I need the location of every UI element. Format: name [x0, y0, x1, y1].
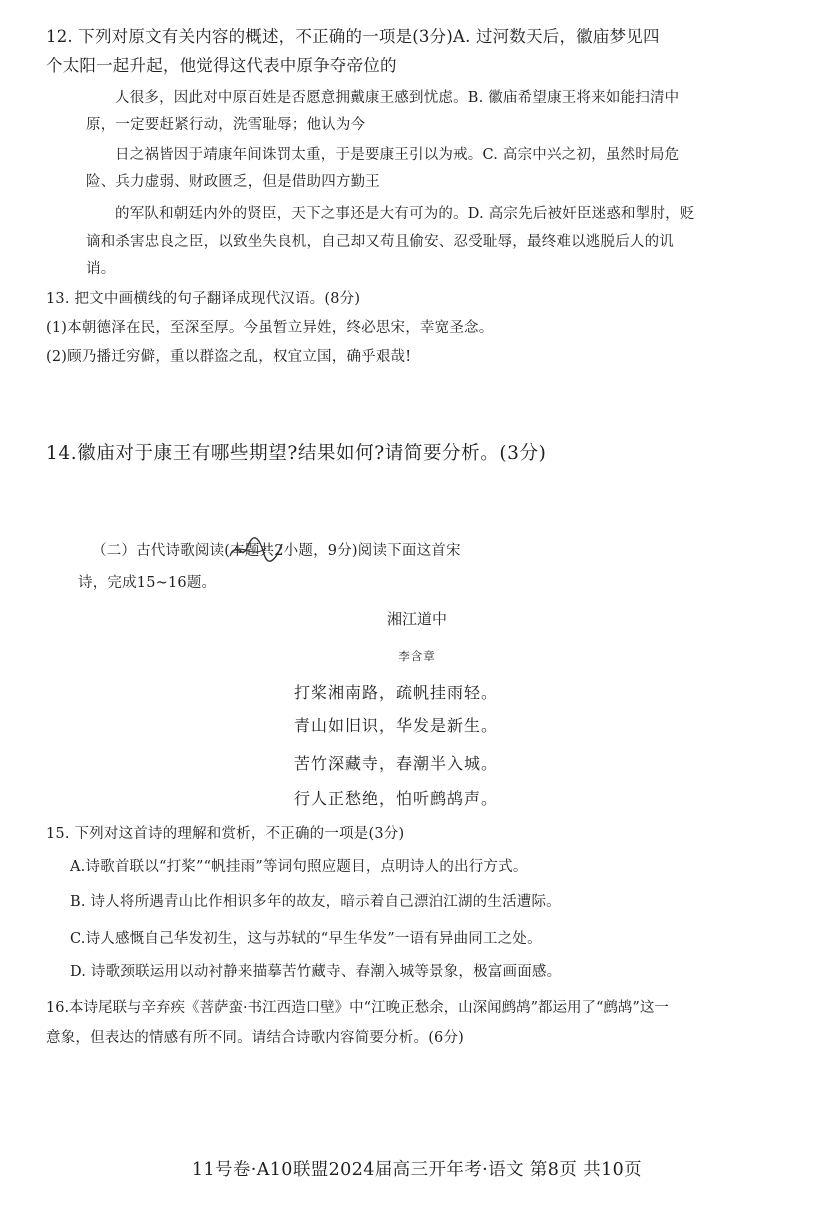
section2-intro-line-1: （二）古代诗歌阅读(本题共2小题，9分)阅读下面这首宋	[92, 543, 461, 559]
q15-stem: 15. 下列对这首诗的理解和赏析，不正确的一项是(3分)	[46, 826, 405, 842]
q12-option-line: 险、兵力虚弱、财政匮乏，但是借助四方勤王	[86, 174, 380, 190]
poem-title: 湘江道中	[386, 610, 447, 628]
poem-line: 青山如旧识，华发是新生。	[294, 716, 499, 735]
q12-option-line: 诮。	[86, 261, 116, 277]
q15-option-a: A.诗歌首联以“打桨”“帆挂雨”等词句照应题目，点明诗人的出行方式。	[70, 859, 528, 875]
q16-stem-line-1: 16.本诗尾联与辛弃疾《菩萨蛮·书江西造口壁》中“江晚正愁余，山深闻鹧鸪”都运用了“鹧鸪”这一	[46, 1000, 669, 1016]
poem-line: 打桨湘南路，疏帆挂雨轻。	[294, 683, 499, 702]
q15-option-b: B. 诗人将所遇青山比作相识多年的故友，暗示着自己漂泊江湖的生活遭际。	[70, 894, 561, 910]
q12-option-line: 的军队和朝廷内外的贤臣，天下之事还是大有可为的。D. 高宗先后被奸臣迷惑和掣肘，贬	[115, 206, 695, 222]
q12-option-line: 原，一定要赶紧行动，洗雪耻辱；他认为今	[86, 117, 366, 133]
poem-author: 李含章	[398, 649, 436, 663]
q12-option-line: 日之祸皆因于靖康年间诛罚太重，于是要康王引以为戒。C. 高宗中兴之初，虽然时局危	[115, 147, 680, 163]
q14-stem: 14.徽庙对于康王有哪些期望?结果如何?请简要分析。(3分)	[46, 443, 547, 464]
poem-line: 苦竹深藏寺，春潮半入城。	[294, 754, 499, 773]
page-footer: 11号卷·A10联盟2024届高三开年考·语文 第8页 共10页	[191, 1160, 643, 1180]
q12-stem-line-2: 个太阳一起升起，他觉得这代表中原争夺帝位的	[46, 56, 397, 75]
q16-stem-line-2: 意象，但表达的情感有所不同。请结合诗歌内容简要分析。(6分)	[46, 1030, 465, 1046]
q13-item-1: (1)本朝德泽在民，至深至厚。今虽暂立异姓，终必思宋，幸宽圣念。	[46, 320, 494, 336]
poem-line: 行人正愁绝，怕听鹧鸪声。	[294, 789, 499, 808]
q15-option-c: C.诗人感慨自己华发初生，这与苏轼的“早生华发”一语有异曲同工之处。	[70, 931, 542, 947]
section2-intro-line-2: 诗，完成15~16题。	[78, 575, 217, 591]
q12-option-line: 人很多，因此对中原百姓是否愿意拥戴康王感到忧虑。B. 徽庙希望康王将来如能扫清中	[115, 90, 680, 106]
q13-item-2: (2)顾乃播迁穷僻，重以群盗之乱，权宜立国，确乎艰哉!	[46, 349, 412, 365]
q15-option-d: D. 诗歌颈联运用以动衬静来描摹苦竹藏寺、春潮入城等景象，极富画面感。	[70, 964, 562, 980]
q12-stem-line-1: 12. 下列对原文有关内容的概述，不正确的一项是(3分)A. 过河数天后，徽庙梦见四	[46, 27, 660, 46]
q12-option-line: 谪和杀害忠良之臣，以致坐失良机，自己却又苟且偷安、忍受耻辱，最终难以逃脱后人的讥	[86, 234, 674, 250]
q13-stem: 13. 把文中画横线的句子翻译成现代汉语。(8分)	[46, 291, 361, 307]
